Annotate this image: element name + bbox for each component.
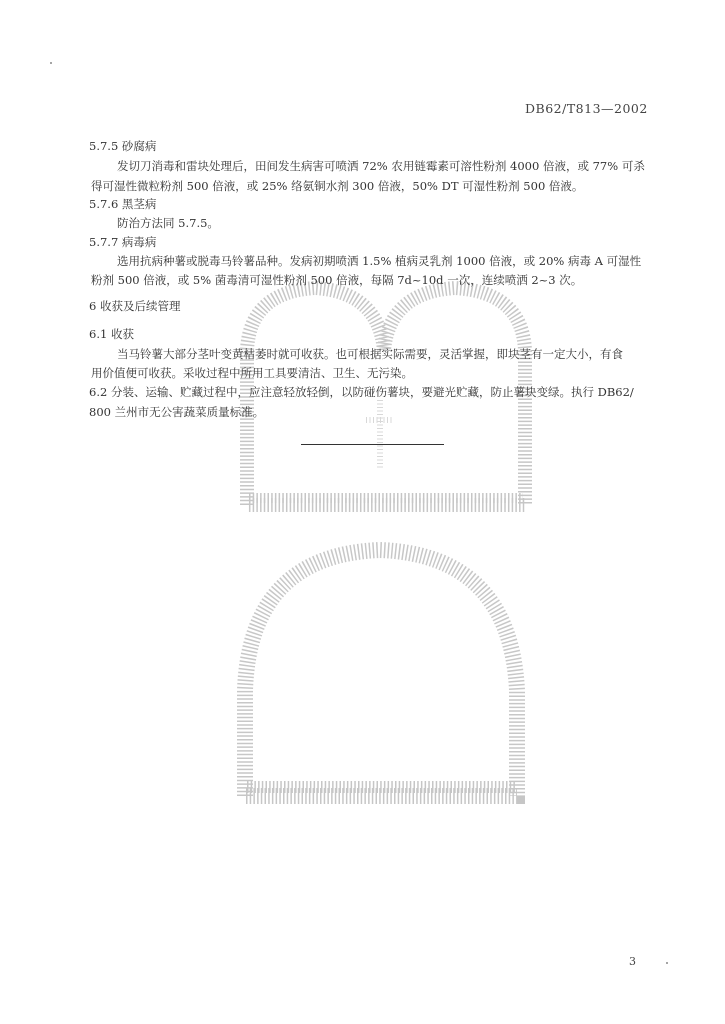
section-5-7-7-heading: 5.7.7 病毒病 xyxy=(89,235,157,249)
section-6-2-text-line-1: 6.2 分装、运输、贮藏过程中，应注意轻放轻倒，以防碰伤薯块，要避光贮藏，防止薯块变绿。执行 DB62/ xyxy=(89,385,634,399)
end-rule xyxy=(301,444,444,445)
scan-speck xyxy=(50,62,52,64)
section-5-7-5-text-line-2: 得可湿性微粒粉剂 500 倍液，或 25% 络氨铜水剂 300 倍液，50% DT 可湿性粉剂 500 倍液。 xyxy=(91,179,584,193)
section-5-7-7-text-line-2: 粉剂 500 倍液，或 5% 菌毒清可湿性粉剂 500 倍液，每隔 7d~10d 一次，连续喷洒 2~3 次。 xyxy=(91,273,583,287)
section-5-7-6-text: 防治方法同 5.7.5。 xyxy=(117,216,219,230)
section-5-7-6-heading: 5.7.6 黑茎病 xyxy=(89,197,157,211)
section-5-7-7-text-line-1: 选用抗病种薯或脱毒马铃薯品种。发病初期喷洒 1.5% 植病灵乳剂 1000 倍液，或 20% 病毒 A 可湿性 xyxy=(117,254,642,268)
section-6-2-text-line-2: 800 兰州市无公害蔬菜质量标准。 xyxy=(89,405,265,419)
standard-code: DB62/T813—2002 xyxy=(525,101,648,116)
scan-speck xyxy=(666,962,668,964)
section-6-1-text-line-1: 当马铃薯大部分茎叶变黄枯萎时就可收获。也可根据实际需要，灵活掌握，即块茎有一定大小，有食 xyxy=(117,347,623,361)
section-6-1-heading: 6.1 收获 xyxy=(89,327,134,341)
page-number: 3 xyxy=(629,955,636,968)
section-6-1-text-line-2: 用价值便可收获。采收过程中所用工具要清洁、卫生、无污染。 xyxy=(91,366,413,380)
section-5-7-5-text-line-1: 发切刀消毒和雷块处理后，田间发生病害可喷洒 72% 农用链霉素可溶性粉剂 4000 倍液，或 77% 可杀 xyxy=(117,159,645,173)
section-5-7-5-heading: 5.7.5 砂腐病 xyxy=(89,139,157,153)
section-6-heading: 6 收获及后续管理 xyxy=(89,299,181,313)
